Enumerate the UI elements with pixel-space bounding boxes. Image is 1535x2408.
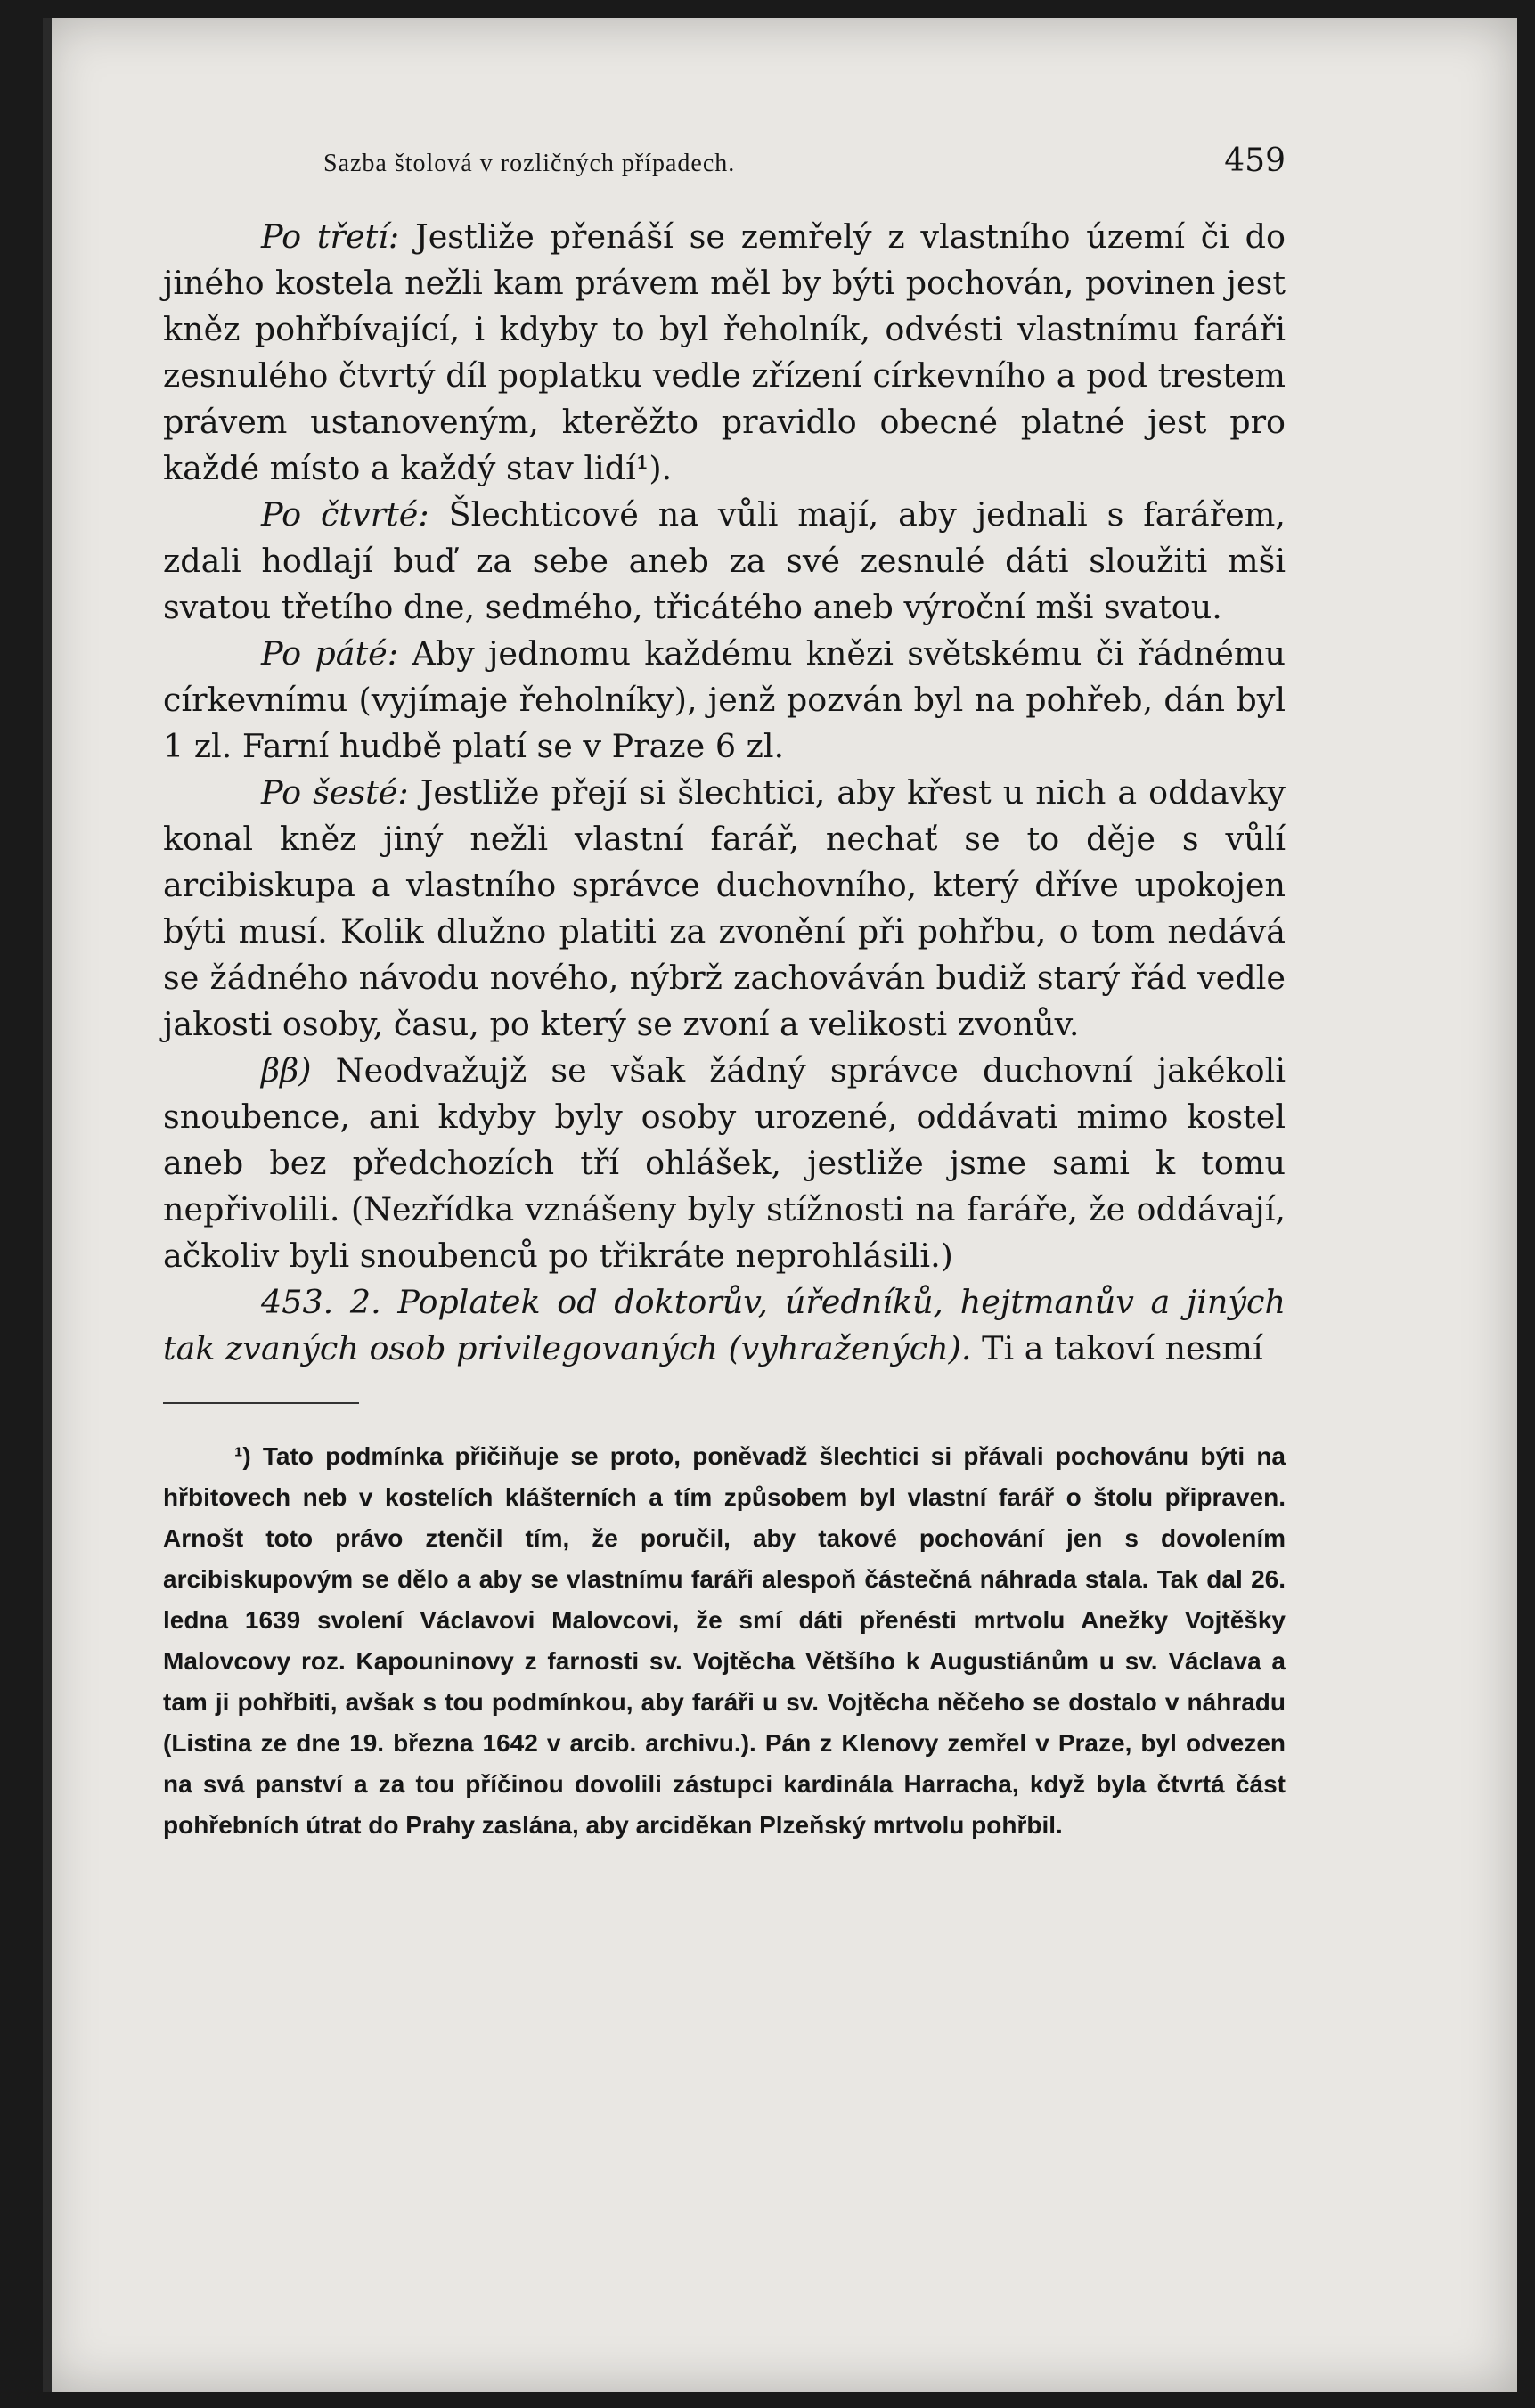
paragraph-lead: Po třetí: xyxy=(261,217,400,256)
paragraph-text: Aby jednomu každému knězi světskému či řádnému církevnímu (vyjímaje řeholníky), jenž pozván byl na pohřeb, dán byl 1 zl. Farní hudbě platí se v Praze 6 zl. xyxy=(163,634,1286,765)
footnote: ¹) Tato podmínka přičiňuje se proto, poněvadž šlechtici si přávali pochovánu býti na hřbitovech neb v kostelích klášterních a tím způsobem byl vlastní farář o štolu připraven. Arnošt toto právo ztenčil tím, že poručil, aby takové pochování jen s dovolením arcibiskupovým se dělo a aby se vlastnímu faráři alespoň částečná náhrada stala. Tak dal 26. ledna 1639 svolení Václavovi Malovcovi, že smí dáti přenésti mrtvolu Anežky Vojtěšky Malovcovy roz. Kapouninovy z farnosti sv. Vojtěcha Většího k Augustiánům u sv. Václava a tam ji pohřbiti, avšak s tou podmínkou, aby faráři u sv. Vojtěcha něčeho se dostalo v náhradu (Listina ze dne 19. března 1642 v arcib. archivu.). Pán z Klenovy zemřel v Praze, byl odvezen na svá panství a za tou příčinou dovolili zástupci kardinála Harracha, když byla čtvrtá část pohřebních útrat do Prahy zaslána, aby arciděkan Plzeňský mrtvolu pohřbil. xyxy=(163,1442,1286,1839)
running-header xyxy=(163,143,1286,212)
paragraph-text: Jestliže přejí si šlechtici, aby křest u nich a oddavky konal kněz jiný nežli vlastní farář, nechať se to děje s vůlí arcibiskupa a vlastního správce duchovního, který dříve upokojen býti musí. Kolik dlužno platiti za zvonění při pohřbu, o tom nedává se žádného návodu nového, nýbrž zachováván budiž starý řád vedle jakosti osoby, času, po který se zvoní a velikosti zvonův. xyxy=(163,773,1286,1043)
paragraph xyxy=(163,492,1286,631)
paragraph xyxy=(163,770,1286,1048)
paragraph-lead: Po páté: xyxy=(261,634,399,673)
paragraph-text: Neodvažujž se však žádný správce duchovní jakékoli snoubence, ani kdyby byly osoby urozené, oddávati mimo kostel aneb bez předchozích tří ohlášek, jestliže jsme sami k tomu nepřivolili. (Nezřídka vznášeny byly stížnosti na faráře, že oddávají, ačkoliv byli snoubenců po třikráte neprohlásili.) xyxy=(163,1051,1286,1275)
section-heading-paragraph xyxy=(163,1279,1286,1372)
page-number: 459 xyxy=(1224,143,1286,179)
paragraph-lead: Po šesté: xyxy=(261,773,409,812)
paragraph-lead: ββ) xyxy=(261,1051,312,1090)
page-content xyxy=(163,143,1286,1846)
paragraph-text: Šlechticové na vůli mají, aby jednali s farářem, zdali hodlají buď za sebe aneb za své zesnulé dáti sloužiti mši svatou třetího dne, sedmého, třicátého aneb výroční mši svatou. xyxy=(163,495,1286,626)
paragraph-text: Jestliže přenáší se zemřelý z vlastního území či do jiného kostela nežli kam právem měl by býti pochován, povinen jest kněz pohřbívající, i kdyby to byl řeholník, odvésti vlastnímu faráři zesnulého čtvrtý díl poplatku vedle zřízení církevního a pod trestem právem ustanoveným, kterěžto pravidlo obecné platné jest pro každé místo a každý stav lidí¹). xyxy=(163,217,1286,487)
footnote-divider xyxy=(163,1402,359,1404)
body-text xyxy=(163,214,1286,1372)
section-heading: 453. 2. Poplatek od doktorův, úředníků, hejtmanův a jiných tak zvaných osob privilegovaných (vyhražených). xyxy=(163,1283,1286,1367)
header-title: Sazba štolová v rozličných případech. xyxy=(323,150,736,177)
paragraph-text: Ti a takoví nesmí xyxy=(982,1329,1263,1367)
paragraph xyxy=(163,631,1286,770)
page-binding-edge xyxy=(43,18,52,2392)
paragraph xyxy=(163,214,1286,492)
paragraph-lead: Po čtvrté: xyxy=(261,495,429,534)
paragraph xyxy=(163,1048,1286,1279)
book-page xyxy=(43,18,1517,2392)
